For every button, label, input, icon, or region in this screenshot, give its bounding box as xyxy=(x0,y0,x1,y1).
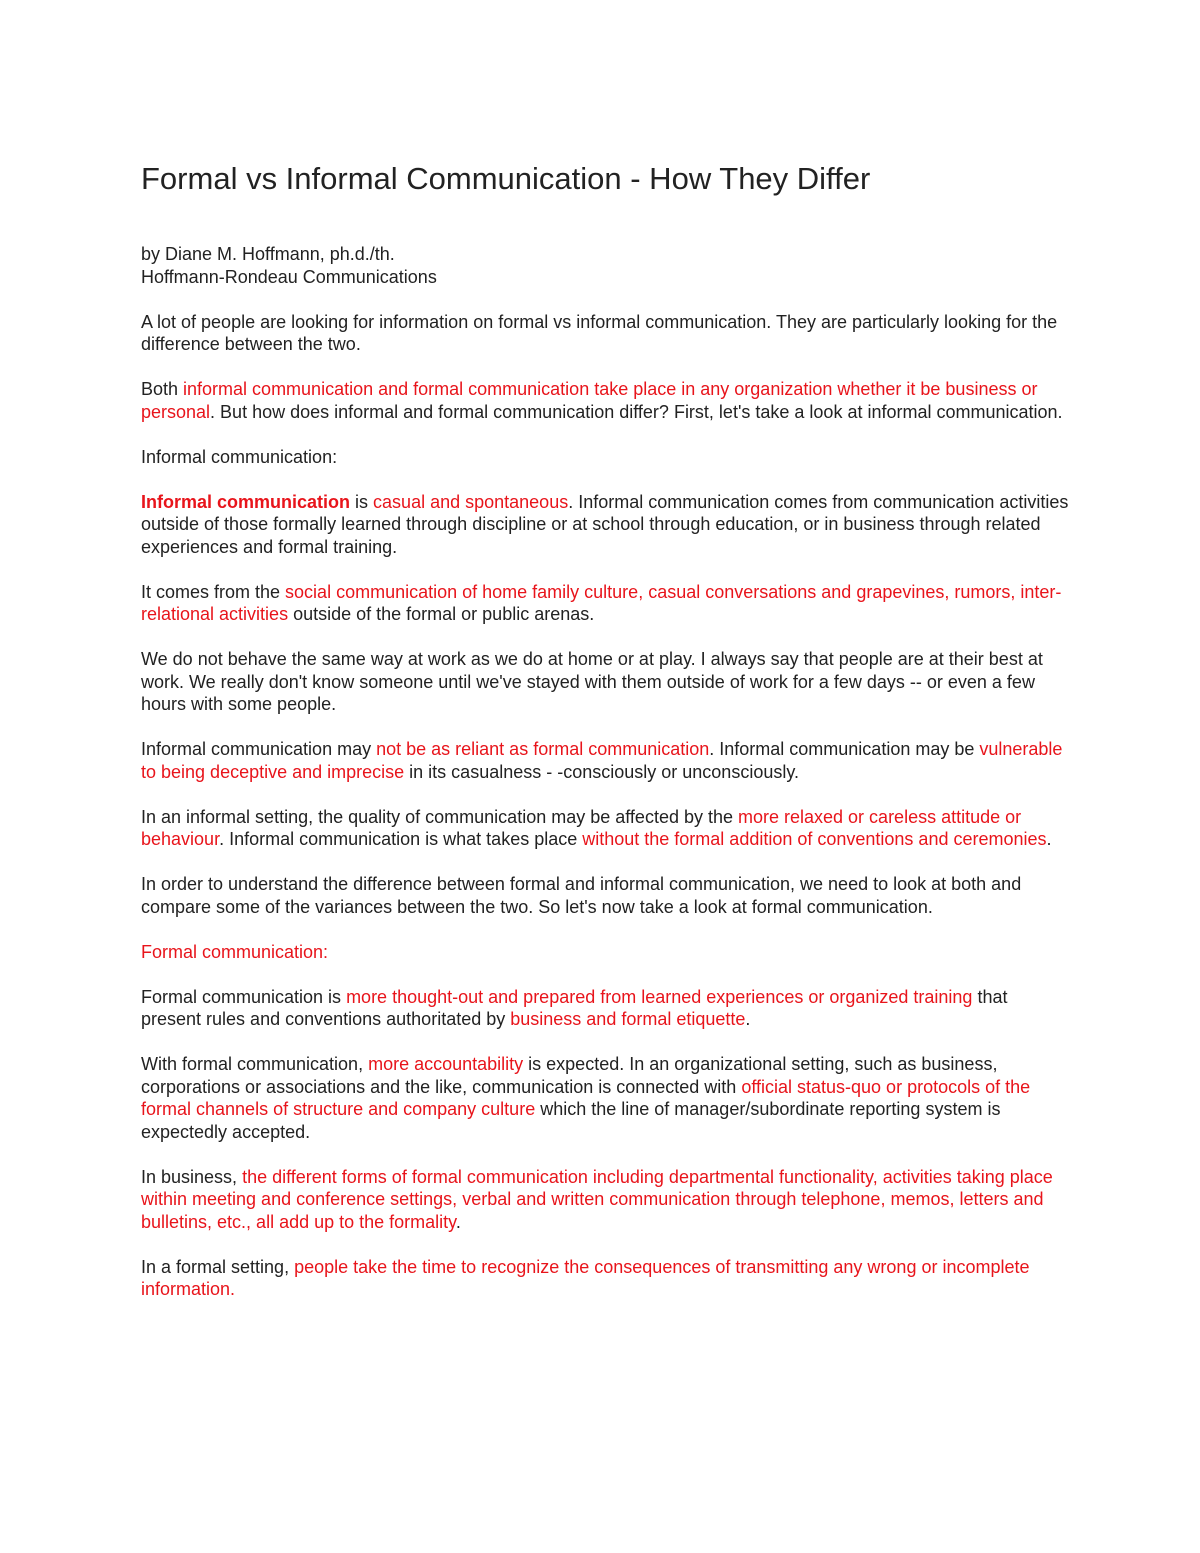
document-page xyxy=(141,160,1071,1323)
body-text: A lot of people are looking for information on formal vs informal communication. They are particularly looking for the difference between the two. xyxy=(141,311,1058,354)
body-text: . xyxy=(1046,829,1052,849)
paragraph xyxy=(141,941,1071,964)
highlighted-text: official status-quo or protocols of the formal channels of structure and company culture xyxy=(141,1076,1031,1119)
paragraph xyxy=(141,873,1071,918)
document-body xyxy=(141,311,1071,1301)
highlighted-text: not be as reliant as formal communication xyxy=(376,739,710,759)
body-text: Formal communication is xyxy=(141,986,347,1007)
highlighted-text: Informal communication xyxy=(141,491,351,512)
body-text: In an informal setting, the quality of communication may be affected by the xyxy=(141,806,738,827)
body-text: Both xyxy=(141,379,184,399)
highlighted-text: people take the time to recognize the consequences of transmitting any wrong or incomplete information. xyxy=(141,1256,1030,1299)
body-text: In a formal setting, xyxy=(141,1256,295,1277)
body-text: in its casualness - -consciously or unconsciously. xyxy=(404,761,800,782)
byline xyxy=(141,243,1071,288)
body-text: In order to understand the difference between formal and informal communication, we need to look at both and compare some of the variances between the two. So let's now take a look at formal communication. xyxy=(141,874,1022,917)
paragraph xyxy=(141,648,1071,716)
body-text: that present rules and conventions authoritated by xyxy=(141,986,1008,1029)
body-text: is expected. In an organizational setting, such as business, corporations or associations and the like, communication is connected with xyxy=(141,1054,998,1097)
body-text: Informal communication: xyxy=(141,446,338,467)
highlighted-text: informal communication and formal communication take place in any organization whether it be business or personal xyxy=(141,379,1038,422)
paragraph xyxy=(141,446,1071,469)
author-line: by Diane M. Hoffmann, ph.d./th. xyxy=(141,244,395,264)
highlighted-text: without the formal addition of conventions and ceremonies xyxy=(582,829,1047,849)
company-line: Hoffmann-Rondeau Communications xyxy=(141,266,437,287)
paragraph xyxy=(141,1256,1071,1301)
body-text: . Informal communication comes from communication activities outside of those formally learned through discipline or at school through education, or in business through related experiences and formal training. xyxy=(141,491,1069,557)
body-text: is xyxy=(350,491,374,512)
paragraph xyxy=(141,986,1071,1031)
body-text: outside of the formal or public arenas. xyxy=(288,604,595,624)
paragraph xyxy=(141,738,1071,783)
paragraph xyxy=(141,491,1071,559)
body-text: . xyxy=(745,1009,751,1029)
highlighted-text: casual and spontaneous xyxy=(373,491,569,512)
body-text: We do not behave the same way at work as we do at home or at play. I always say that people are at their best at work. We really don't know someone until we've stayed with them outside of work for a few days -- or even a few hours with some people. xyxy=(141,649,1043,714)
paragraph xyxy=(141,1053,1071,1143)
highlighted-text: social communication of home family culture, casual conversations and grapevines, rumors, inter-relational activities xyxy=(141,581,1062,624)
document-title: Formal vs Informal Communication - How They Differ xyxy=(141,161,871,196)
paragraph xyxy=(141,581,1071,626)
highlighted-text: business and formal etiquette xyxy=(510,1009,746,1029)
highlighted-text: vulnerable to being deceptive and imprecise xyxy=(141,739,1063,782)
paragraph xyxy=(141,1166,1071,1234)
body-text: It comes from the xyxy=(141,581,286,602)
paragraph xyxy=(141,378,1071,423)
body-text: In business, xyxy=(141,1166,243,1187)
highlighted-text: Formal communication: xyxy=(141,941,329,962)
highlighted-text: more thought-out and prepared from learned experiences or organized training xyxy=(346,986,973,1007)
highlighted-text: more relaxed or careless attitude or behaviour xyxy=(141,806,1022,849)
body-text: . But how does informal and formal communication differ? First, let's take a look at informal communication. xyxy=(210,401,1063,422)
highlighted-text: the different forms of formal communication including departmental functionality, activities taking place within meeting and conference settings, verbal and written communication through telephone, memos, letters and bulletins, etc., all add up to the formality xyxy=(141,1166,1053,1232)
paragraph xyxy=(141,311,1071,356)
body-text: . xyxy=(455,1211,461,1232)
paragraph xyxy=(141,806,1071,851)
body-text: which the line of manager/subordinate reporting system is expectedly accepted. xyxy=(141,1099,1001,1142)
body-text: With formal communication, xyxy=(141,1054,369,1074)
body-text: Informal communication may xyxy=(141,739,377,759)
body-text: . Informal communication may be xyxy=(709,739,980,759)
highlighted-text: more accountability xyxy=(368,1054,524,1074)
body-text: . Informal communication is what takes place xyxy=(219,829,583,849)
